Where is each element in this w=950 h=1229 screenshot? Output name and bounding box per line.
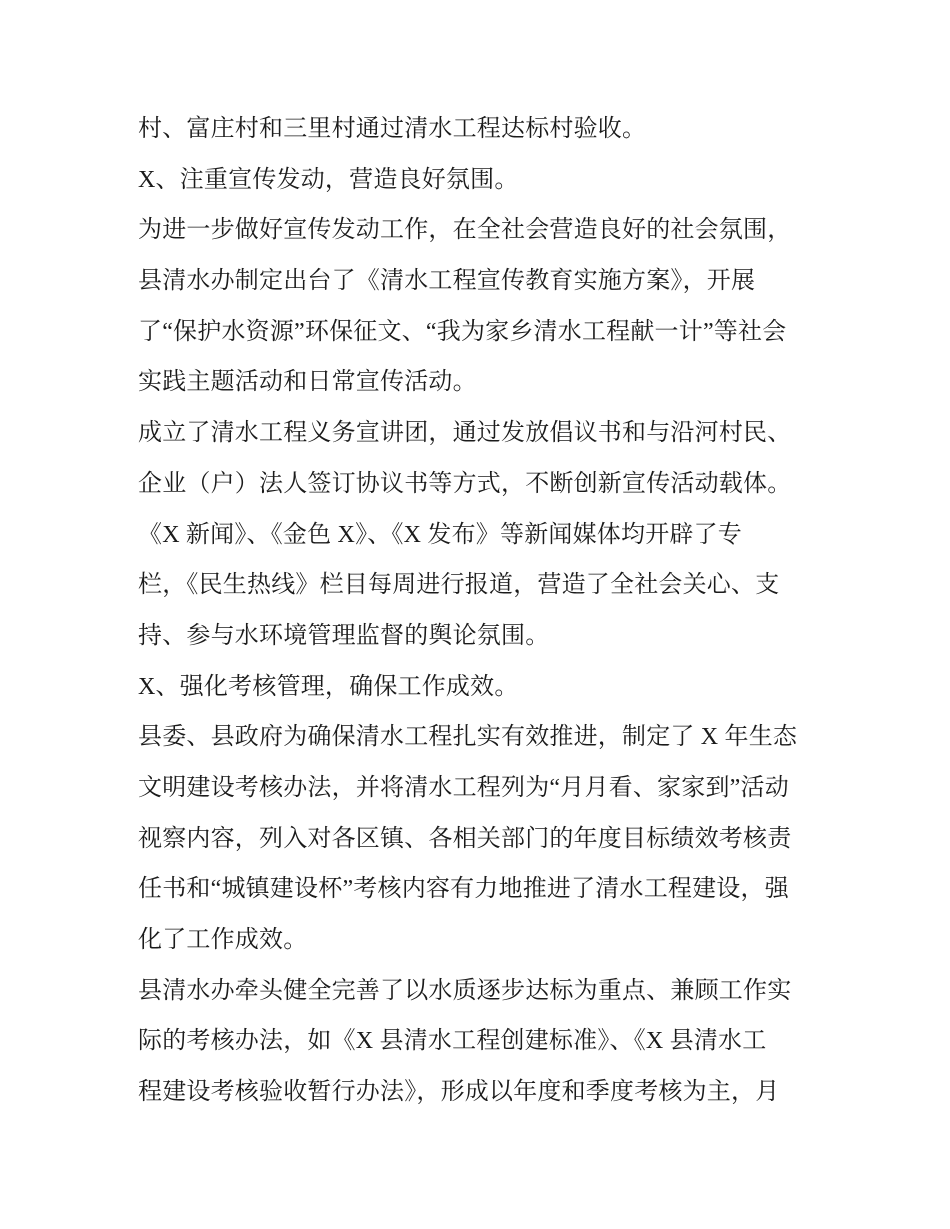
text-line: 县委、县政府为确保清水工程扎实有效推进，制定了 X 年生态: [138, 724, 798, 751]
text-line: 化了工作成效。: [138, 927, 308, 953]
text-line: 企业（户）法人签订协议书等方式，不断创新宣传活动载体。: [138, 470, 792, 497]
text-line: 实践主题活动和日常宣传活动。: [138, 369, 477, 396]
text-line: 任书和“城镇建设杯”考核内容有力地推进了清水工程建设，强: [138, 876, 789, 903]
text-line: 视察内容，列入对各区镇、各相关部门的年度目标绩效考核责: [138, 825, 792, 852]
text-line: 程建设考核验收暂行办法》，形成以年度和季度考核为主，月: [138, 1079, 780, 1106]
text-line: 了“保护水资源”环保征文、“我为家乡清水工程献一计”等社会: [138, 318, 787, 345]
text-line: 县清水办制定出台了《清水工程宣传教育实施方案》，开展: [138, 268, 756, 295]
text-line: 持、参与水环境管理监督的舆论氛围。: [138, 622, 550, 649]
text-line: 县清水办牵头健全完善了以水质逐步达标为重点、兼顾工作实: [138, 977, 792, 1004]
text-line: 村、富庄村和三里村通过清水工程达标村验收。: [138, 116, 647, 142]
text-line: 文明建设考核办法，并将清水工程列为“月月看、家家到”活动: [138, 774, 789, 801]
text-line: X、注重宣传发动，营造良好氛围。: [138, 166, 519, 193]
text-line: 际的考核办法，如《X 县清水工程创建标准》、《X 县清水工: [138, 1028, 767, 1055]
document-text-block: [138, 104, 828, 1118]
text-line: 为进一步做好宣传发动工作，在全社会营造良好的社会氛围，: [138, 217, 792, 244]
text-line: 《X 新闻》、《金色 X》、《X 发布》等新闻媒体均开辟了专: [138, 521, 742, 548]
text-line: 成立了清水工程义务宣讲团，通过发放倡议书和与沿河村民、: [138, 420, 792, 447]
text-line: X、强化考核管理，确保工作成效。: [138, 673, 519, 700]
text-line: 栏，《民生热线》栏目每周进行报道，营造了全社会关心、支: [138, 572, 780, 599]
